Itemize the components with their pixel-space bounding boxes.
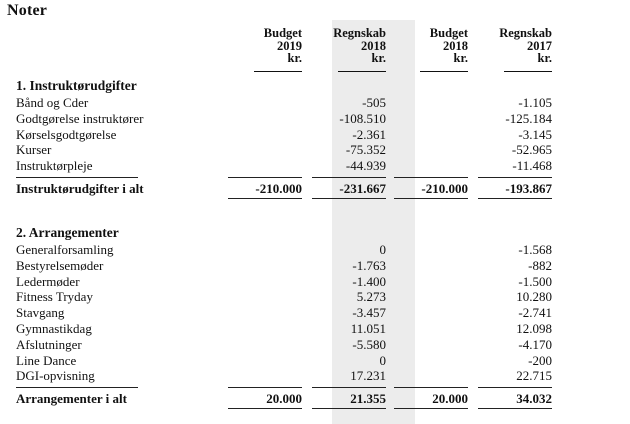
row-label: Instruktørudgifter i alt	[16, 181, 144, 196]
table-row	[16, 353, 616, 368]
column-header-1	[296, 27, 386, 65]
cell-col-1: -1.763	[352, 257, 386, 273]
row-label: Godtgørelse instruktører	[16, 110, 144, 126]
cell-col-0: 20.000	[266, 391, 302, 407]
cell-col-3: -1.568	[518, 242, 552, 257]
cell-col-3: -4.170	[518, 336, 552, 352]
total-underline	[228, 408, 302, 409]
row-label: Gymnastikdag	[16, 321, 92, 336]
cell-col-1: 11.051	[350, 321, 386, 336]
table-row	[16, 95, 616, 110]
column-header-underline	[254, 71, 302, 72]
cell-col-3: -1.500	[518, 273, 552, 289]
row-label: Instruktørpleje	[16, 158, 93, 174]
total-separator-line	[394, 177, 468, 178]
total-underline	[394, 198, 468, 199]
cell-col-3: -3.145	[518, 126, 552, 142]
row-label: Line Dance	[16, 352, 77, 368]
table-row	[16, 127, 616, 142]
cell-col-1: -108.510	[339, 110, 386, 126]
total-underline	[478, 198, 552, 199]
cell-col-3: -193.867	[505, 181, 552, 196]
total-separator-line	[478, 177, 552, 178]
table-row	[16, 305, 616, 320]
cell-col-1: -505	[362, 95, 386, 110]
cell-col-3: 12.098	[516, 321, 552, 336]
section-title: 2. Arrangementer	[16, 225, 119, 240]
row-label: Fitness Tryday	[16, 289, 93, 305]
row-label: Bestyrelsemøder	[16, 257, 104, 273]
column-header-l1: Budget	[263, 26, 302, 40]
column-header-l1: Regnskab	[499, 26, 552, 40]
row-label: Arrangementer i alt	[16, 391, 127, 407]
total-separator-line	[16, 387, 138, 388]
cell-col-3: -11.468	[512, 158, 552, 174]
total-separator-line	[312, 387, 386, 388]
cell-col-1: 0	[379, 242, 386, 257]
cell-col-1: 21.355	[350, 391, 386, 407]
cell-col-1: 5.273	[356, 289, 386, 305]
table-row	[16, 111, 616, 126]
total-underline	[228, 198, 302, 199]
cell-col-3: -125.184	[505, 110, 552, 126]
total-separator-line	[394, 387, 468, 388]
cell-col-3: 22.715	[516, 368, 552, 384]
cell-col-2: -210.000	[421, 181, 468, 196]
page-title: Noter	[7, 2, 48, 19]
table-row	[16, 158, 616, 173]
column-header-l2: 2018	[361, 38, 386, 53]
cell-col-3: -882	[528, 257, 552, 273]
cell-col-3: -200	[528, 352, 552, 368]
cell-col-3: -1.105	[518, 95, 552, 110]
cell-col-3: 34.032	[516, 391, 552, 407]
column-header-underline	[504, 71, 552, 72]
cell-col-3: -52.965	[511, 142, 552, 158]
total-separator-line	[16, 177, 138, 178]
total-underline	[478, 408, 552, 409]
table-row	[16, 337, 616, 352]
column-header-underline	[338, 71, 386, 72]
cell-col-1: -1.400	[352, 273, 386, 289]
row-label: Stavgang	[16, 305, 65, 321]
total-row	[16, 181, 616, 196]
table-row	[16, 258, 616, 273]
total-separator-line	[228, 177, 302, 178]
cell-col-2: 20.000	[432, 391, 468, 407]
column-header-l2: 2017	[527, 38, 552, 53]
total-separator-line	[228, 387, 302, 388]
cell-col-1: 17.231	[350, 368, 386, 384]
total-underline	[312, 198, 386, 199]
cell-col-1: -231.667	[339, 181, 386, 196]
table-row	[16, 289, 616, 304]
column-header-2	[378, 27, 468, 65]
cell-col-1: -75.352	[345, 142, 386, 158]
column-header-l3: kr.	[371, 51, 386, 65]
column-header-underline	[420, 71, 468, 72]
cell-col-1: -2.361	[352, 126, 386, 142]
column-header-0	[212, 27, 302, 65]
row-label: Generalforsamling	[16, 242, 114, 257]
table-row	[16, 321, 616, 336]
total-separator-line	[478, 387, 552, 388]
column-header-l3: kr.	[453, 51, 468, 65]
column-header-l1: Regnskab	[333, 26, 386, 40]
row-label: DGI-opvisning	[16, 368, 95, 384]
total-underline	[394, 408, 468, 409]
section-title: 1. Instruktørudgifter	[16, 78, 137, 93]
row-label: Afslutninger	[16, 336, 82, 352]
column-header-l1: Budget	[429, 26, 468, 40]
cell-col-1: -44.939	[345, 158, 386, 174]
column-header-l3: kr.	[537, 51, 552, 65]
column-header-3	[462, 27, 552, 65]
row-label: Kørselsgodtgørelse	[16, 126, 117, 142]
row-label: Bånd og Cder	[16, 95, 89, 110]
cell-col-3: -2.741	[518, 305, 552, 321]
cell-col-0: -210.000	[255, 181, 302, 196]
column-header-l2: 2018	[443, 38, 468, 53]
column-header-l2: 2019	[277, 38, 302, 53]
table-row	[16, 274, 616, 289]
table-row	[16, 242, 616, 257]
cell-col-1: -5.580	[352, 336, 386, 352]
table-row	[16, 368, 616, 383]
total-row	[16, 391, 616, 406]
row-label: Ledermøder	[16, 273, 80, 289]
cell-col-1: -3.457	[352, 305, 386, 321]
total-underline	[312, 408, 386, 409]
cell-col-1: 0	[379, 352, 386, 368]
table-row	[16, 142, 616, 157]
cell-col-3: 10.280	[516, 289, 552, 305]
row-label: Kurser	[16, 142, 52, 158]
column-header-l3: kr.	[287, 51, 302, 65]
total-separator-line	[312, 177, 386, 178]
